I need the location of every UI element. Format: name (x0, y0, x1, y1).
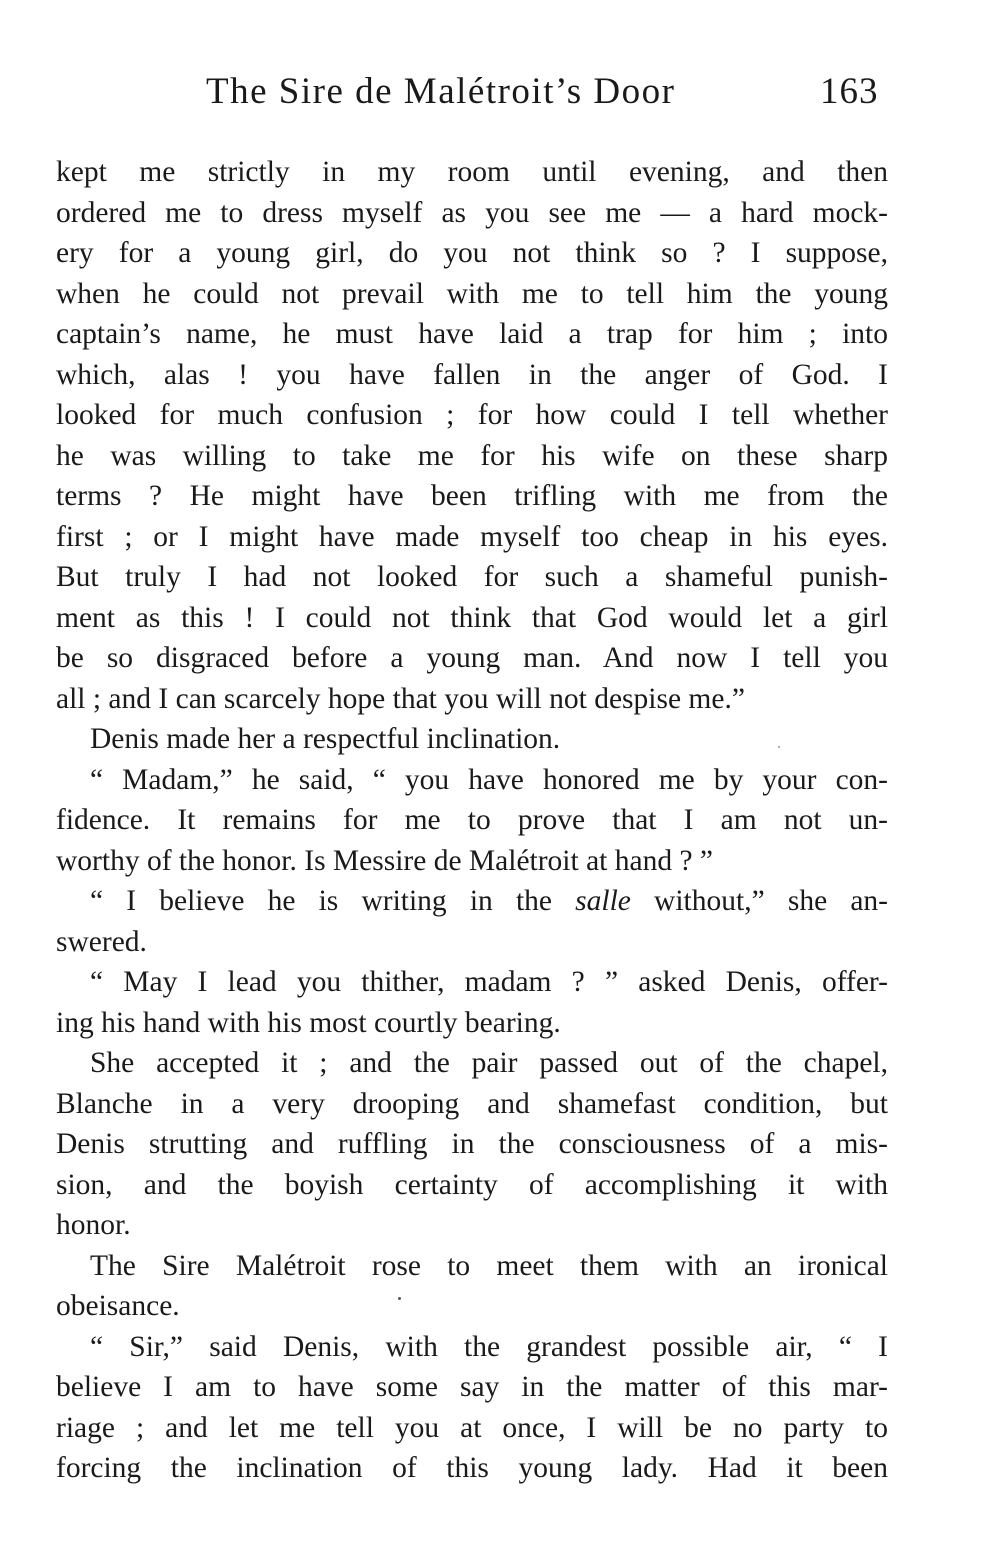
text-line: But truly I had not looked for such a shameful punish- (56, 561, 888, 593)
text-line: captain’s name, he must have laid a trap for him ; into (56, 318, 888, 350)
italic-word: salle (575, 885, 631, 917)
text-line: when he could not prevail with me to tell him the young (56, 277, 888, 310)
text-line: ordered me to dress myself as you see me — a hard mock- (56, 196, 888, 229)
page-number: 163 (820, 71, 879, 112)
text-line: terms ? He might have been trifling with me from the (56, 480, 888, 512)
text-line: all ; and I can scarcely hope that you will not despise me.” (56, 682, 745, 715)
text-line: first ; or I might have made myself too cheap in his eyes. (56, 520, 888, 553)
text-line: ment as this ! I could not think that God would let a girl (56, 601, 888, 634)
text-line: ing his hand with his most courtly bearing. (56, 1006, 561, 1039)
text-line: he was willing to take me for his wife on these sharp (56, 439, 888, 472)
text-line: believe I am to have some say in the matter of this mar- (56, 1371, 888, 1403)
text-line: She accepted it ; and the pair passed out of the chapel, (90, 1047, 888, 1079)
text-line: fidence. It remains for me to prove that I am not un- (56, 804, 888, 836)
running-head (0, 62, 1000, 122)
text-line: obeisance. (56, 1290, 180, 1322)
text-line: The Sire Malétroit rose to meet them with an ironical (90, 1249, 888, 1282)
text-line: looked for much confusion ; for how could I tell whether (56, 399, 888, 431)
text-line: riage ; and let me tell you at once, I will be no party to (56, 1411, 888, 1444)
text-line: worthy of the honor. Is Messire de Malétroit at hand ? ” (56, 844, 714, 877)
body-text (56, 152, 888, 1489)
text-line: Blanche in a very drooping and shamefast condition, but (56, 1087, 888, 1120)
text-line: “ I believe he is writing in the salle without,” she an- (90, 885, 888, 917)
text-line: be so disgraced before a young man. And now I tell you (56, 642, 888, 674)
print-speck (778, 746, 780, 748)
text-line: kept me strictly in my room until evening, and then (56, 156, 888, 188)
text-line: swered. (56, 925, 147, 958)
text-line: which, alas ! you have fallen in the anger of God. I (56, 358, 888, 391)
text-line: honor. (56, 1209, 131, 1241)
text-line: ery for a young girl, do you not think so ? I suppose, (56, 237, 888, 269)
text-line: sion, and the boyish certainty of accomplishing it with (56, 1168, 888, 1201)
text-line: Denis made her a respectful inclination. (90, 723, 561, 755)
print-speck (398, 1297, 401, 1300)
text-line: “ Madam,” he said, “ you have honored me by your con- (90, 763, 888, 796)
text-line: forcing the inclination of this young lady. Had it been (56, 1452, 888, 1484)
text-line: “ May I lead you thither, madam ? ” asked Denis, offer- (90, 966, 888, 998)
text-line: “ Sir,” said Denis, with the grandest possible air, “ I (90, 1330, 888, 1363)
running-title: The Sire de Malétroit’s Door (206, 71, 676, 112)
text-line: Denis strutting and ruffling in the consciousness of a mis- (56, 1128, 888, 1160)
